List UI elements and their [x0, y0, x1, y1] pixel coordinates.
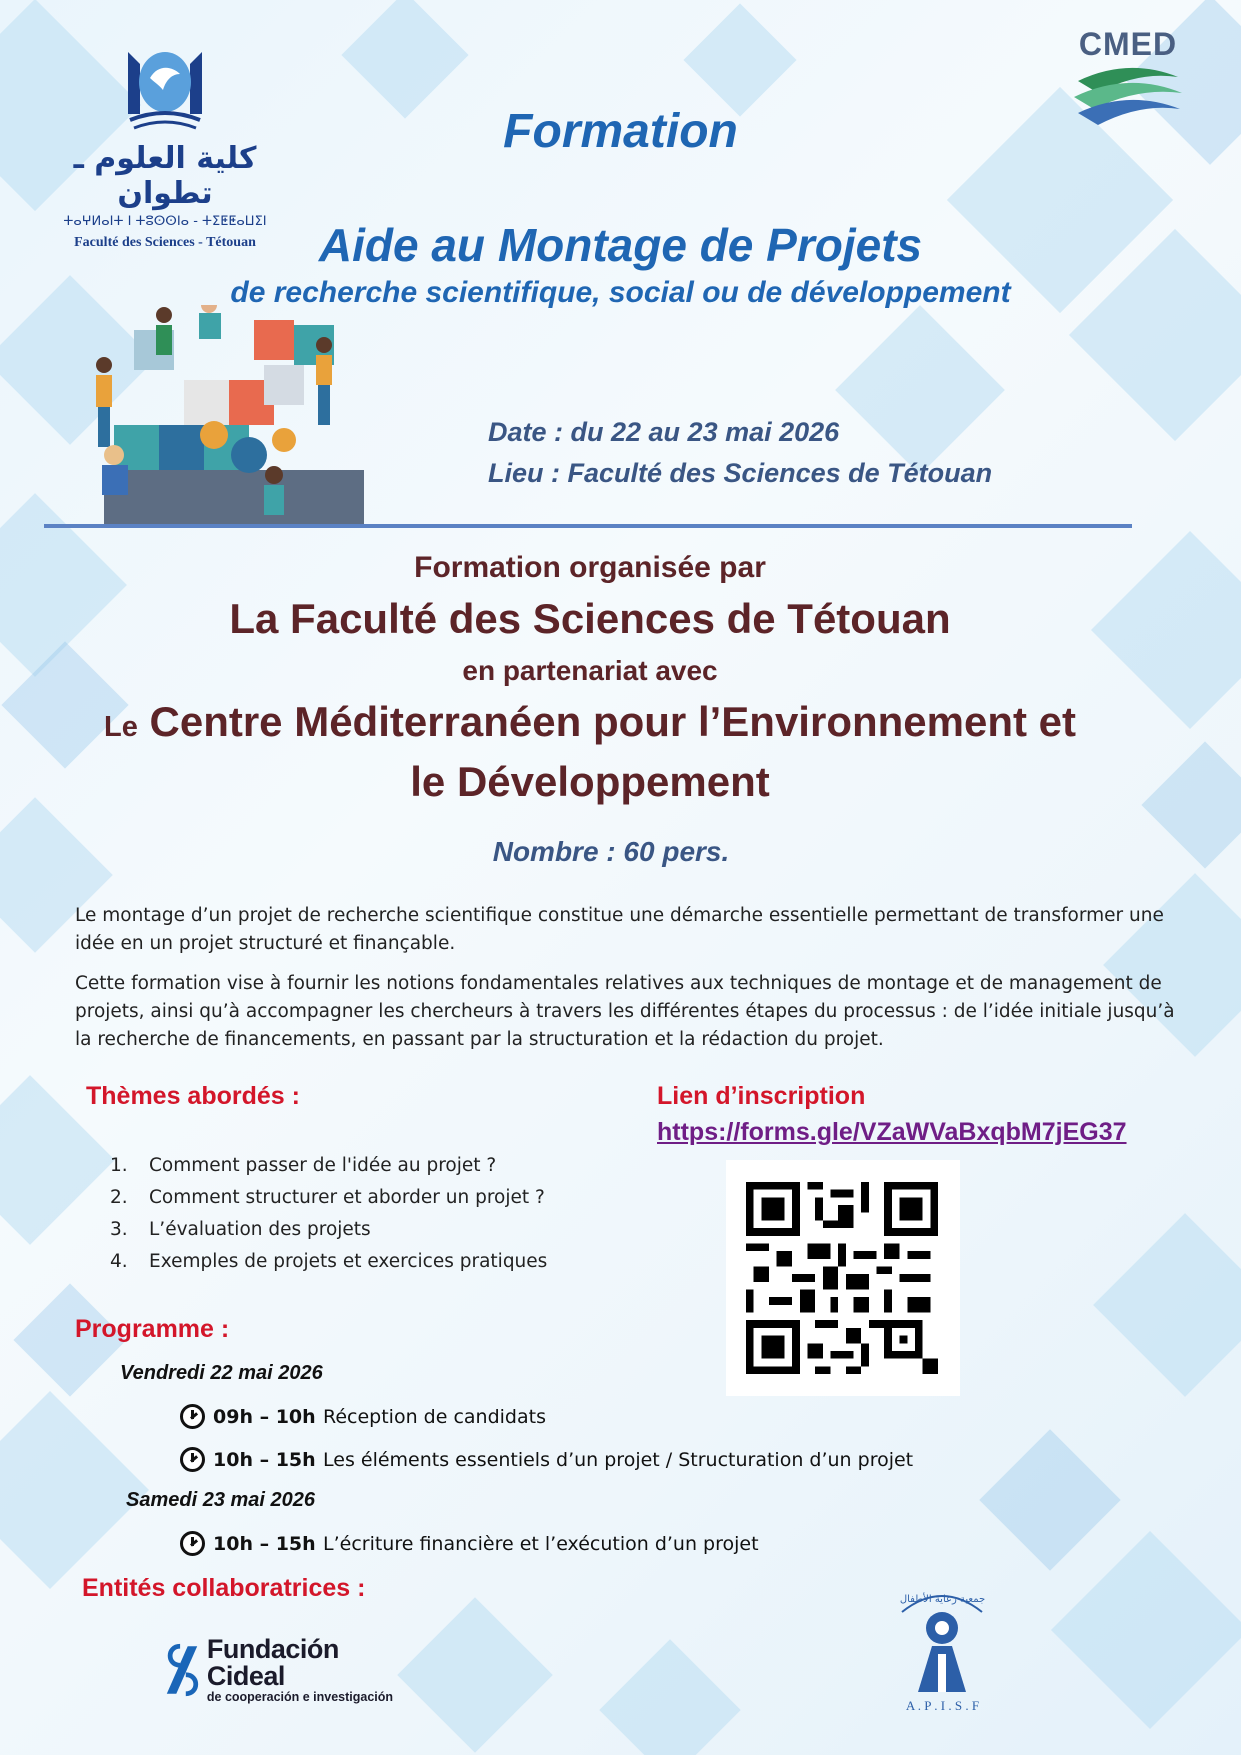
registration-heading: Lien d’inscription [657, 1082, 866, 1110]
themes-heading: Thèmes abordés : [86, 1082, 300, 1110]
event-date: Date : du 22 au 23 mai 2026 [488, 417, 840, 447]
partners-heading: Entités collaboratrices : [82, 1574, 366, 1602]
apisf-logo [880, 1588, 1005, 1718]
organizer-intro: Formation organisée par [414, 551, 766, 584]
faculty-tifinagh-name: ⵜⴰⵖⵍⴰⵏⵜ ⵏ ⵜⵓⵙⵙⵏⴰ - ⵜⵉⵟⵟⴰⵡⵉⵏ [63, 214, 267, 229]
slot-time: 09h – 10h [213, 1405, 316, 1428]
programme-slot [180, 1404, 546, 1429]
list-item: 4. Exemples de projets et exercices pratiques [110, 1251, 548, 1272]
faculty-french-name: Faculté des Sciences - Tétouan [74, 235, 256, 250]
cideal-logo [163, 1634, 413, 1704]
programme-day-2: Samedi 23 mai 2026 [126, 1489, 316, 1511]
qr-code-icon [744, 1182, 940, 1374]
programme-day-1: Vendredi 22 mai 2026 [120, 1362, 323, 1384]
list-item: 1. Comment passer de l'idée au projet ? [110, 1155, 497, 1176]
apisf-letters: A . P . I . S . F [905, 1698, 980, 1713]
partnership-label: en partenariat avec [462, 655, 718, 686]
description-paragraph-1: Le montage d’un projet de recherche scientifique constitue une démarche essentielle permettant de transformer une idée en un projet structuré et finançable. [75, 905, 1164, 954]
partner-name-prefix: Le [103, 711, 138, 743]
slot-time: 10h – 15h [213, 1448, 316, 1471]
apisf-arabic: جمعية رعاية الأطفال [899, 1594, 986, 1605]
cideal-subtitle: de cooperación e investigación [206, 1690, 394, 1704]
programme-slot [180, 1447, 913, 1472]
slot-time: 10h – 15h [213, 1532, 316, 1555]
teamwork-illustration [44, 305, 404, 530]
partner-name-line1 [0, 698, 1180, 746]
slot-description: Les éléments essentiels d’un projet / Structuration d’un projet [323, 1448, 914, 1471]
event-location: Lieu : Faculté des Sciences de Tétouan [488, 458, 993, 488]
partner-name-main: Centre Méditerranéen pour l’Environnement et [149, 698, 1077, 745]
partner-name-line2: le Développement [410, 758, 770, 805]
list-item: 2. Comment structurer et aborder un projet ? [110, 1187, 545, 1208]
clock-icon [180, 1447, 205, 1472]
faculty-arabic-name: كلية العلوم ـ تطوان [73, 141, 257, 211]
slot-description: Réception de candidats [323, 1405, 546, 1428]
programme-heading: Programme : [75, 1315, 230, 1343]
slot-description: L’écriture financière et l’exécution d’un projet [323, 1532, 759, 1555]
formation-label: Formation [503, 105, 738, 158]
page-title: Aide au Montage de Projets [318, 219, 923, 271]
list-item: 3. L’évaluation des projets [110, 1219, 371, 1240]
page-subtitle: de recherche scientifique, social ou de développement [230, 276, 1011, 309]
registration-link[interactable]: https://forms.gle/VZaWVaBxqbM7jEG37 [657, 1118, 1127, 1146]
programme-slot [180, 1531, 759, 1556]
clock-icon [180, 1531, 205, 1556]
cmed-logo-text: CMED [1078, 26, 1178, 62]
clock-icon [180, 1404, 205, 1429]
participant-count: Nombre : 60 pers. [492, 836, 730, 867]
qr-code[interactable] [726, 1160, 960, 1396]
description-paragraph-2: Cette formation vise à fournir les notions fondamentales relatives aux techniques de montage et de management de projets, ainsi qu’à accompagner les chercheurs à travers les différentes étapes du processus : de l’idée initiale jusqu’à la recherche de financements, en passant par la structuration et la rédaction du projet. [75, 973, 1175, 1050]
divider [44, 524, 1132, 528]
cideal-icon [163, 1641, 203, 1699]
cideal-name: Fundación Cideal [206, 1634, 339, 1691]
themes-list [110, 1150, 547, 1278]
organizer-name: La Faculté des Sciences de Tétouan [229, 595, 951, 642]
event-info [488, 412, 992, 494]
